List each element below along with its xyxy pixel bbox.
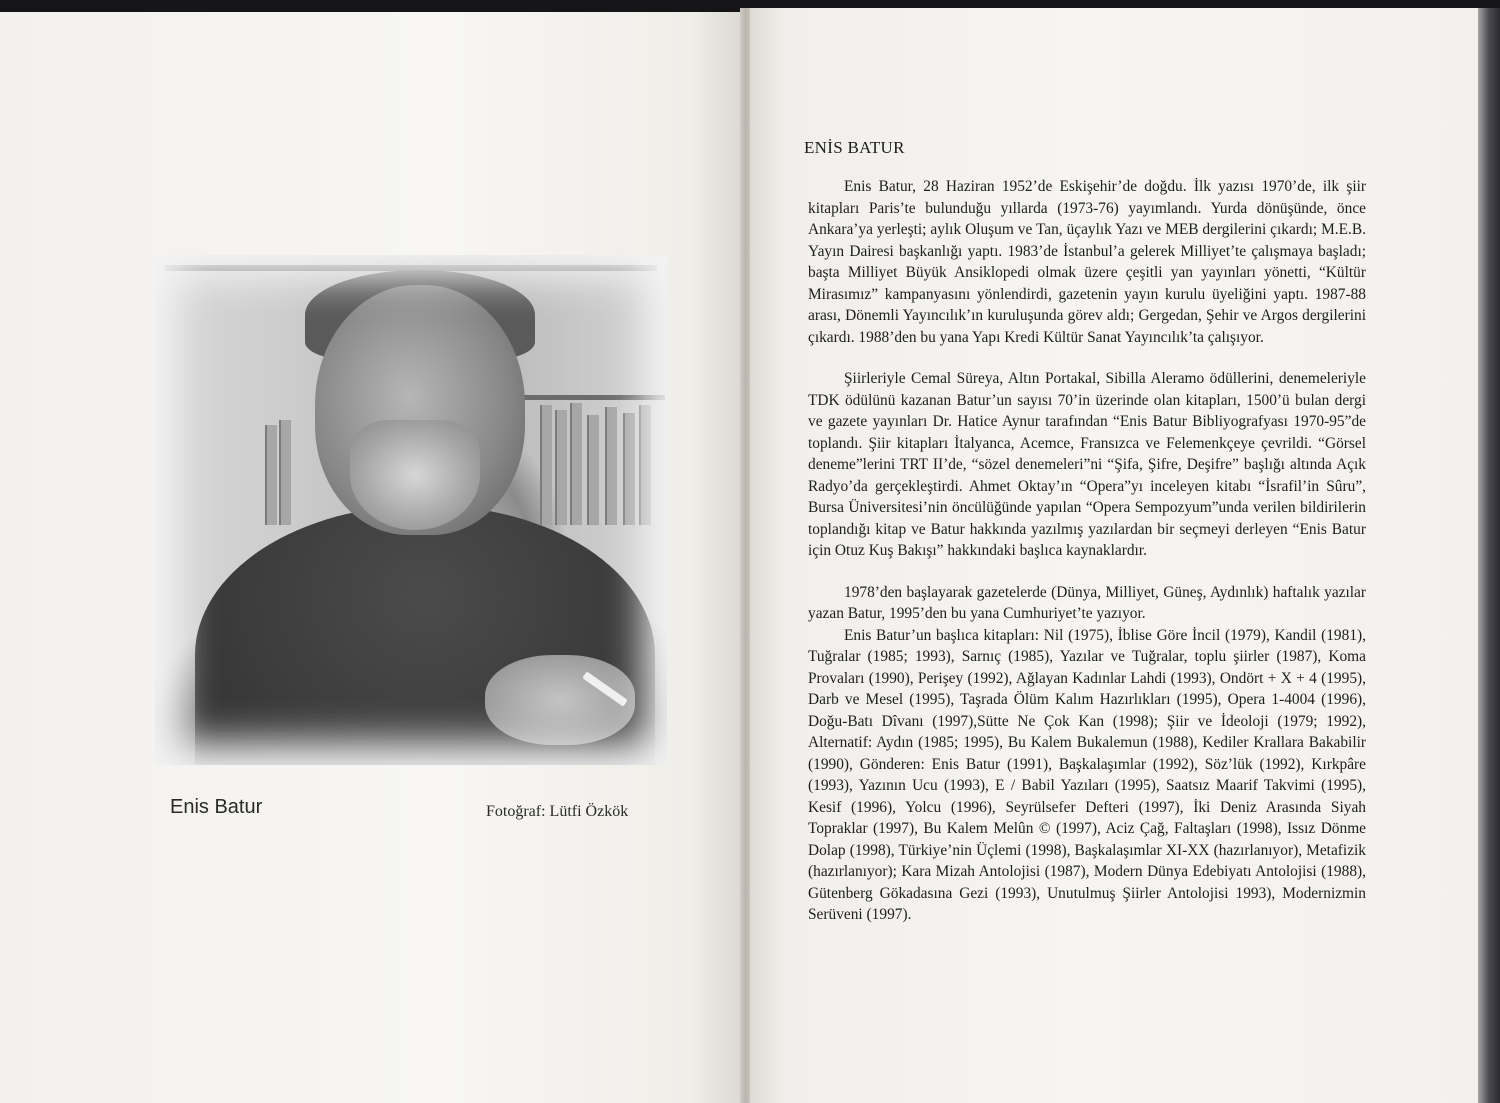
bio-paragraph: 1978’den başlayarak gazetelerde (Dünya, Milliyet, Güneş, Aydınlık) haftalık yazılar yazan Batur, 1995’den bu yana Cumhuriyet’te yazıyor. bbox=[808, 583, 1366, 622]
right-page bbox=[750, 8, 1478, 1103]
photo-caption-name: Enis Batur bbox=[170, 796, 263, 818]
bio-paragraph: Enis Batur’un başlıca kitapları: Nil (1975), İblise Göre İncil (1979), Kandil (1981), Tuğralar (1985; 1993), Sarnıç (1985), Yazılar ve Tuğralar, toplu şiirler (1987), Koma Provaları (1990), Perişey (1992), Ağlayan Kadınlar Lahdi (1993), Ondört + X + 4 (1995), Darb ve Mesel (1995), Taşrada Ölüm Kalım Hazırlıkları (1995), Opera 1-4004 (1996), Doğu-Batı Dîvanı (1997),Sütte Ne Çok Kan (1998); Şiir ve İdeoloji (1979; 1992), Alternatif: Aydın (1985; 1995), Bu Kalem Bukalemun (1988), Kediler Krallara Bakabilir (1990), Gönderen: Enis Batur (1991), Başkalaşımlar (1992), Söz’lük (1992), Kırkpâre (1993), Yazının Ucu (1993), E / Babil Yazıları (1995), Saatsız Maarif Takvimi (1995), Kesif (1996), Yolcu (1996), Seyrülsefer Defteri (1997), İki Deniz Arasında Siyah Topraklar (1997), Bu Kalem Melûn © (1997), Aciz Çağ, Faltaşları (1998), Issız Dönme Dolap (1998), Türkiye’nin Üçlemi (1998), Başkalaşımlar XI-XX (hazırlanıyor), Metafizik (hazırlanıyor); Kara Mizah Antolojisi (1987), Modern Dünya Edebiyatı Antolojisi (1988), Gütenberg Gökadasına Gezi (1993), Unutulmuş Şiirler Antolojisi 1993), Modernizmin Serüveni (1997). bbox=[808, 626, 1366, 923]
bio-body bbox=[808, 176, 1366, 926]
bio-paragraph: Enis Batur, 28 Haziran 1952’de Eskişehir’de doğdu. İlk yazısı 1970’de, ilk şiir kitapları Paris’te bulunduğu yıllarda (1973-76) yayımlandı. Yurda dönüşünde, önce Ankara’ya yerleşti; aylık Oluşum ve Tan, üçaylık Yazı ve MEB dergilerini çıkardı; M.E.B. Yayın Dairesi başkanlığı yaptı. 1983’de İstanbul’a gelerek Milliyet’te çalışmaya başladı; başta Milliyet Büyük Ansiklopedi olmak üzere çeşitli yan yayınları yönetti, “Kültür Mirasımız” kampanyasını yönlendirdi, gazetenin yayın kurulu üyeliğini yaptı. 1987-88 arası, Dönemli Yayıncılık’ın kuruluşunda görev aldı; Gergedan, Şehir ve Argos dergilerini çıkardı. 1988’den bu yana Yapı Kredi Kültür Sanat Yayıncılık’ta çalışıyor. bbox=[808, 178, 1366, 346]
bio-paragraph: Şiirleriyle Cemal Süreya, Altın Portakal, Sibilla Aleramo ödüllerini, denemeleriyle TDK ödülünü kazanan Batur’un sayısı 70’in üzerinde olan kitapları, 1500’ü bulan dergi ve gazete yayınları Dr. Hatice Aynur tarafından “Enis Batur Bibliyografyası 1970-95”de toplandı. Şiir kitapları İtalyanca, Acemce, Fransızca ve Felemenkçeye çevrildi. “Görsel deneme”lerini TRT II’de, “sözel denemeleri”ni “Şifa, Şifre, Deşifre” başlığı altında Açık Radyo’da gerçekleştirdi. Ahmet Oktay’ın “Opera”yı inceleyen kitabı “İsrafil’in Sûru”, Bursa Üniversitesi’nin öncülüğünde yapılan “Opera Sempozyum”unda verilen bildirilerin toplandığı kitap ve Batur hakkında yazılmış yazılardan bir seçmeyi derleyen “Enis Batur için Otuz Kuş Bakışı” hakkındaki başlıca kaynaklardır. bbox=[808, 370, 1366, 559]
right-page-edge bbox=[1478, 8, 1500, 1103]
photo-credit: Fotoğraf: Lütfi Özkök bbox=[486, 803, 629, 820]
author-photo bbox=[155, 255, 667, 765]
bio-heading: ENİS BATUR bbox=[804, 138, 905, 157]
left-page bbox=[0, 12, 742, 1103]
